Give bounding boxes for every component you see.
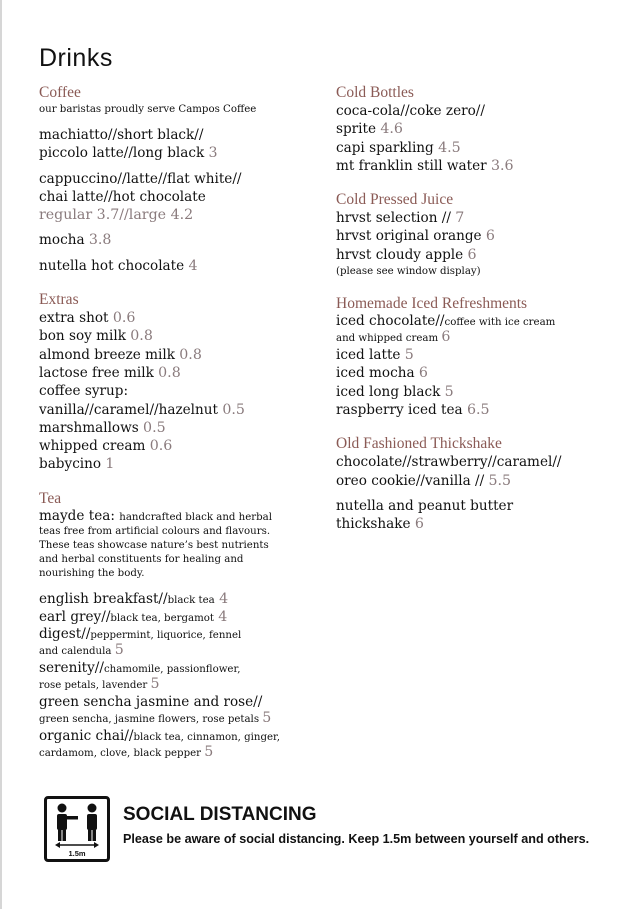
juice-item: hrvst cloudy apple 6	[336, 246, 477, 263]
price: 5	[114, 642, 124, 659]
price: 5	[404, 347, 414, 364]
juice-note: (please see window display)	[336, 266, 481, 278]
page-edge	[0, 0, 2, 909]
coffee-item-2-prices: regular 3.7//large 4.2	[39, 207, 194, 224]
tea-heading: Tea	[39, 489, 62, 507]
coffee-nutella: nutella hot chocolate 4	[39, 257, 198, 274]
coffee-subtitle: our baristas proudly serve Campos Coffee	[39, 104, 257, 115]
juice-item: hrvst selection // 7	[336, 210, 465, 227]
iced-chocolate: iced chocolate//coffee with ice cream and whipped cream 6	[336, 313, 556, 346]
coffee-item-1-line-1: machiatto//short black//	[39, 127, 204, 143]
iced-heading: Homemade Iced Refreshments	[336, 295, 528, 313]
extras-syrup-label: coffee syrup:	[39, 383, 129, 400]
mayde-tea-block	[39, 508, 331, 581]
extras-item: whipped cream 0.6	[39, 438, 173, 455]
page-title: Drinks	[39, 44, 113, 72]
coffee-item-2-line-2: chai latte//hot chocolate	[39, 188, 206, 205]
tea-earl-grey: earl grey//black tea, bergamot 4	[39, 609, 228, 626]
price: 6	[441, 329, 451, 346]
price: 3.6	[490, 157, 514, 174]
price: 0.8	[179, 346, 202, 363]
price: 6	[414, 516, 424, 533]
juice-heading: Cold Pressed Juice	[336, 191, 454, 209]
price: 6	[418, 365, 428, 382]
mayde-tea-name: mayde tea:	[39, 507, 115, 524]
price: 5	[204, 744, 214, 761]
price: 6	[467, 246, 477, 263]
price: 5	[444, 383, 454, 400]
extras-item: lactose free milk 0.8	[39, 364, 181, 381]
extras-syrup-flavours: vanilla//caramel//hazelnut 0.5	[39, 401, 245, 418]
mayde-tea-desc: These teas showcase nature’s best nutrients	[39, 539, 269, 551]
price: 4.5	[438, 139, 461, 156]
iced-item: iced mocha 6	[336, 365, 428, 382]
mayde-tea-desc: teas free from artificial colours and flavours.	[39, 525, 271, 537]
mayde-tea-desc: nourishing the body.	[39, 567, 145, 579]
extras-item: bon soy milk 0.8	[39, 328, 153, 345]
mayde-tea-desc: and herbal constituents for healing and	[39, 553, 244, 565]
price: 4.6	[380, 121, 403, 138]
cold-bottles-line: sprite 4.6	[336, 121, 403, 138]
price: 0.8	[158, 364, 181, 381]
price: 5.5	[488, 472, 512, 489]
social-distancing-notice	[44, 796, 624, 866]
thickshake-nutella-line: nutella and peanut butter	[336, 497, 514, 514]
price: 0.8	[130, 328, 153, 345]
price: 4	[188, 257, 198, 274]
social-distancing-text: Please be aware of social distancing. Keep 1.5m between yourself and others.	[123, 832, 590, 846]
tea-digest: digest//peppermint, liquorice, fennel and calendula 5	[39, 626, 242, 659]
tea-organic-chai: organic chai//black tea, cinnamon, ginger, cardamom, clove, black pepper 5	[39, 728, 281, 761]
two-people-distance-icon	[47, 799, 107, 859]
price: 0.6	[112, 310, 136, 327]
iced-item: raspberry iced tea 6.5	[336, 401, 490, 418]
tea-english-breakfast: english breakfast//black tea 4	[39, 590, 229, 607]
price: 4	[219, 590, 229, 607]
price: 6	[485, 228, 495, 245]
extras-item: almond breeze milk 0.8	[39, 346, 202, 363]
left-column	[39, 84, 331, 761]
iced-item: iced long black 5	[336, 383, 454, 400]
price: 1	[105, 456, 115, 473]
thickshake-line: oreo cookie//vanilla // 5.5	[336, 472, 512, 489]
right-column	[336, 84, 636, 533]
price: 6.5	[467, 401, 490, 418]
price: 5	[262, 710, 272, 727]
coffee-mocha: mocha 3.8	[39, 232, 112, 249]
cold-bottles-heading: Cold Bottles	[336, 84, 414, 101]
price: 0.5	[222, 401, 245, 418]
mayde-tea-desc: handcrafted black and herbal	[119, 511, 272, 523]
extras-item: marshmallows 0.5	[39, 419, 166, 436]
extras-item: extra shot 0.6	[39, 310, 136, 327]
price: 3.8	[88, 232, 112, 249]
extras-heading: Extras	[39, 291, 79, 309]
coffee-item-1-line-2: piccolo latte//long black 3	[39, 145, 218, 162]
price: 3	[208, 145, 218, 162]
tea-serenity: serenity//chamomile, passionflower, rose petals, lavender 5	[39, 660, 241, 693]
cold-bottles-line: coca-cola//coke zero//	[336, 103, 485, 119]
price: 4	[218, 609, 228, 626]
distance-label: 1.5m	[68, 849, 86, 858]
thickshake-line: chocolate//strawberry//caramel//	[336, 454, 562, 471]
extras-item: babycino 1	[39, 456, 115, 473]
price: 0.6	[149, 438, 173, 455]
coffee-item-2-line-1: cappuccino//latte//flat white//	[39, 170, 242, 187]
cold-bottles-line: mt franklin still water 3.6	[336, 157, 514, 174]
tea-green-sencha: green sencha jasmine and rose// green sencha, jasmine flowers, rose petals 5	[39, 694, 272, 727]
juice-item: hrvst original orange 6	[336, 228, 495, 245]
coffee-heading: Coffee	[39, 84, 81, 101]
price: 0.5	[143, 419, 166, 436]
thickshake-heading: Old Fashioned Thickshake	[336, 435, 502, 453]
price: 5	[150, 676, 160, 693]
cold-bottles-line: capi sparkling 4.5	[336, 139, 461, 156]
price: 7	[455, 210, 465, 227]
iced-item: iced latte 5	[336, 347, 414, 364]
thickshake-nutella-line: thickshake 6	[336, 516, 424, 533]
social-distancing-title: SOCIAL DISTANCING	[123, 804, 317, 825]
social-distancing-icon	[44, 796, 110, 862]
